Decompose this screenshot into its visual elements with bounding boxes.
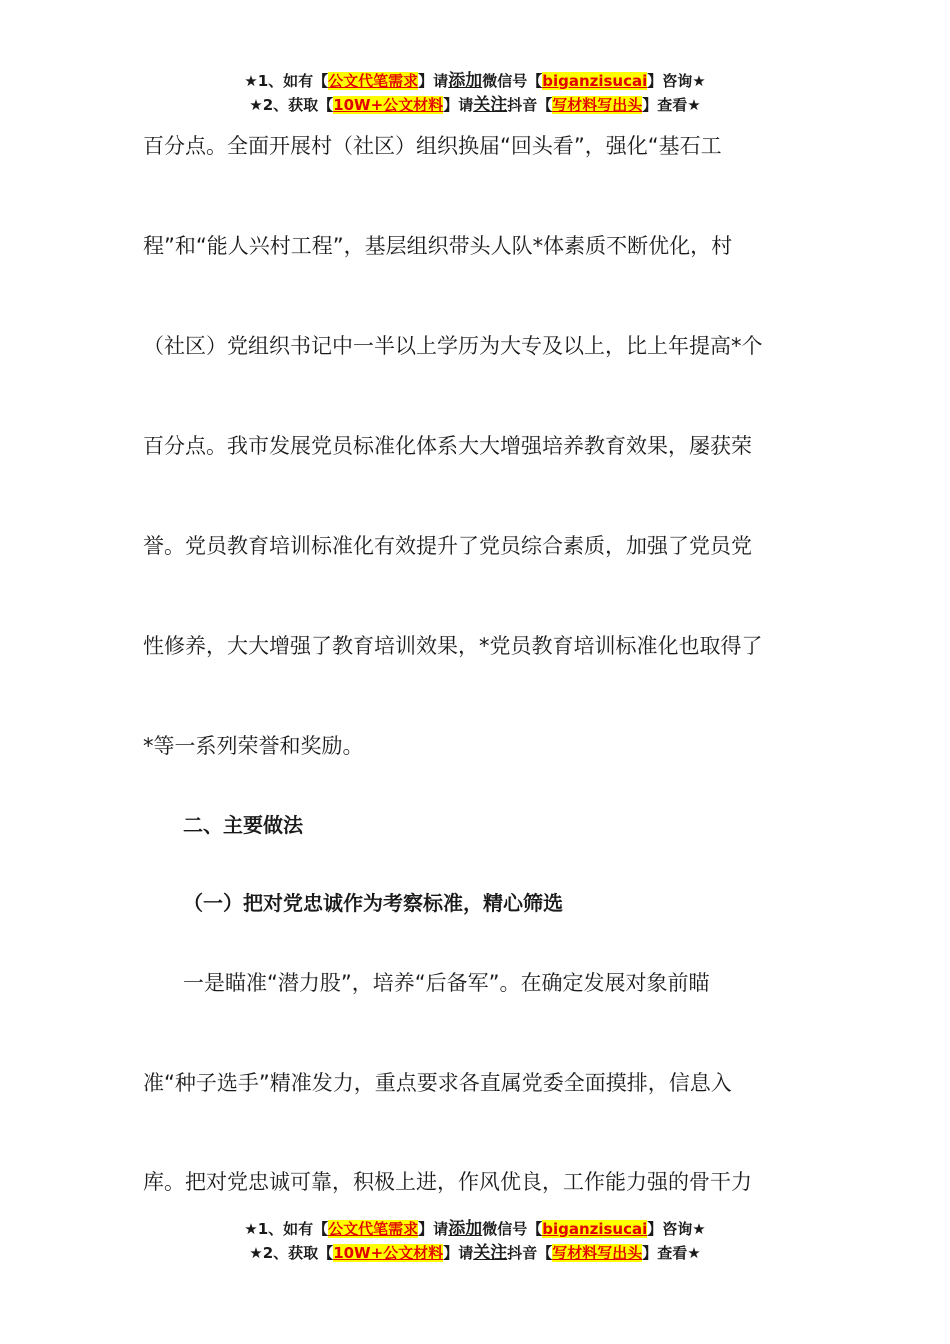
banner-text: 】请 [418, 1220, 449, 1238]
body-line: 程”和“能人兴村工程”，基层组织带头人队*体素质不断优化，村 [143, 234, 733, 258]
body-line: 准“种子选手”精准发力，重点要求各直属党委全面摸排，信息入 [143, 1071, 732, 1095]
banner-text: 微信号【 [482, 1220, 543, 1238]
banner-text: 】请 [443, 1244, 474, 1262]
banner-text: 】查看★ [642, 1244, 701, 1262]
banner-text: 抖音【 [507, 1244, 553, 1262]
banner-text: ★1、如有【 [244, 1220, 329, 1238]
banner-line-2 [0, 93, 950, 117]
section-heading: 二、主要做法 [183, 813, 303, 837]
banner-emphasis: 关注 [473, 95, 508, 115]
body-line: 库。把对党忠诚可靠，积极上进，作风优良，工作能力强的骨干力 [143, 1170, 752, 1194]
banner-text: 】请 [443, 96, 474, 114]
body-line: （社区）党组织书记中一半以上学历为大专及以上，比上年提高*个 [143, 334, 763, 358]
banner-emphasis: 关注 [473, 1243, 508, 1263]
body-line: 百分点。全面开展村（社区）组织换届“回头看”，强化“基石工 [143, 134, 722, 158]
body-line: 誉。党员教育培训标准化有效提升了党员综合素质，加强了党员党 [143, 534, 752, 558]
banner-text: 】咨询★ [647, 1220, 706, 1238]
banner-text: ★2、获取【 [249, 96, 334, 114]
banner-text: 】请 [418, 72, 449, 90]
banner-line-1 [0, 69, 950, 93]
banner-line-2 [0, 1241, 950, 1265]
banner-emphasis: 添加 [448, 71, 483, 91]
banner-highlight: biganzisucai [542, 72, 648, 90]
banner-text: ★2、获取【 [249, 1244, 334, 1262]
body-line: 性修养，大大增强了教育培训效果，*党员教育培训标准化也取得了 [143, 634, 763, 658]
bottom-banner [0, 1217, 950, 1265]
body-line: 百分点。我市发展党员标准化体系大大增强培养教育效果，屡获荣 [143, 434, 752, 458]
banner-text: 】查看★ [642, 96, 701, 114]
body-line: *等一系列荣誉和奖励。 [143, 734, 364, 758]
subsection-heading: （一）把对党忠诚作为考察标准，精心筛选 [183, 891, 563, 915]
banner-highlight: 写材料写出头 [552, 96, 643, 114]
banner-highlight: 公文代笔需求 [328, 72, 419, 90]
banner-emphasis: 添加 [448, 1219, 483, 1239]
banner-highlight: 公文代笔需求 [328, 1220, 419, 1238]
banner-highlight: 10W+公文材料 [333, 96, 444, 114]
banner-highlight: 10W+公文材料 [333, 1244, 444, 1262]
banner-text: 微信号【 [482, 72, 543, 90]
banner-highlight: 写材料写出头 [552, 1244, 643, 1262]
banner-text: 】咨询★ [647, 72, 706, 90]
banner-line-1 [0, 1217, 950, 1241]
banner-text: 抖音【 [507, 96, 553, 114]
banner-highlight: biganzisucai [542, 1220, 648, 1238]
banner-text: ★1、如有【 [244, 72, 329, 90]
top-banner [0, 69, 950, 117]
body-line: 一是瞄准“潜力股”，培养“后备军”。在确定发展对象前瞄 [183, 971, 710, 995]
